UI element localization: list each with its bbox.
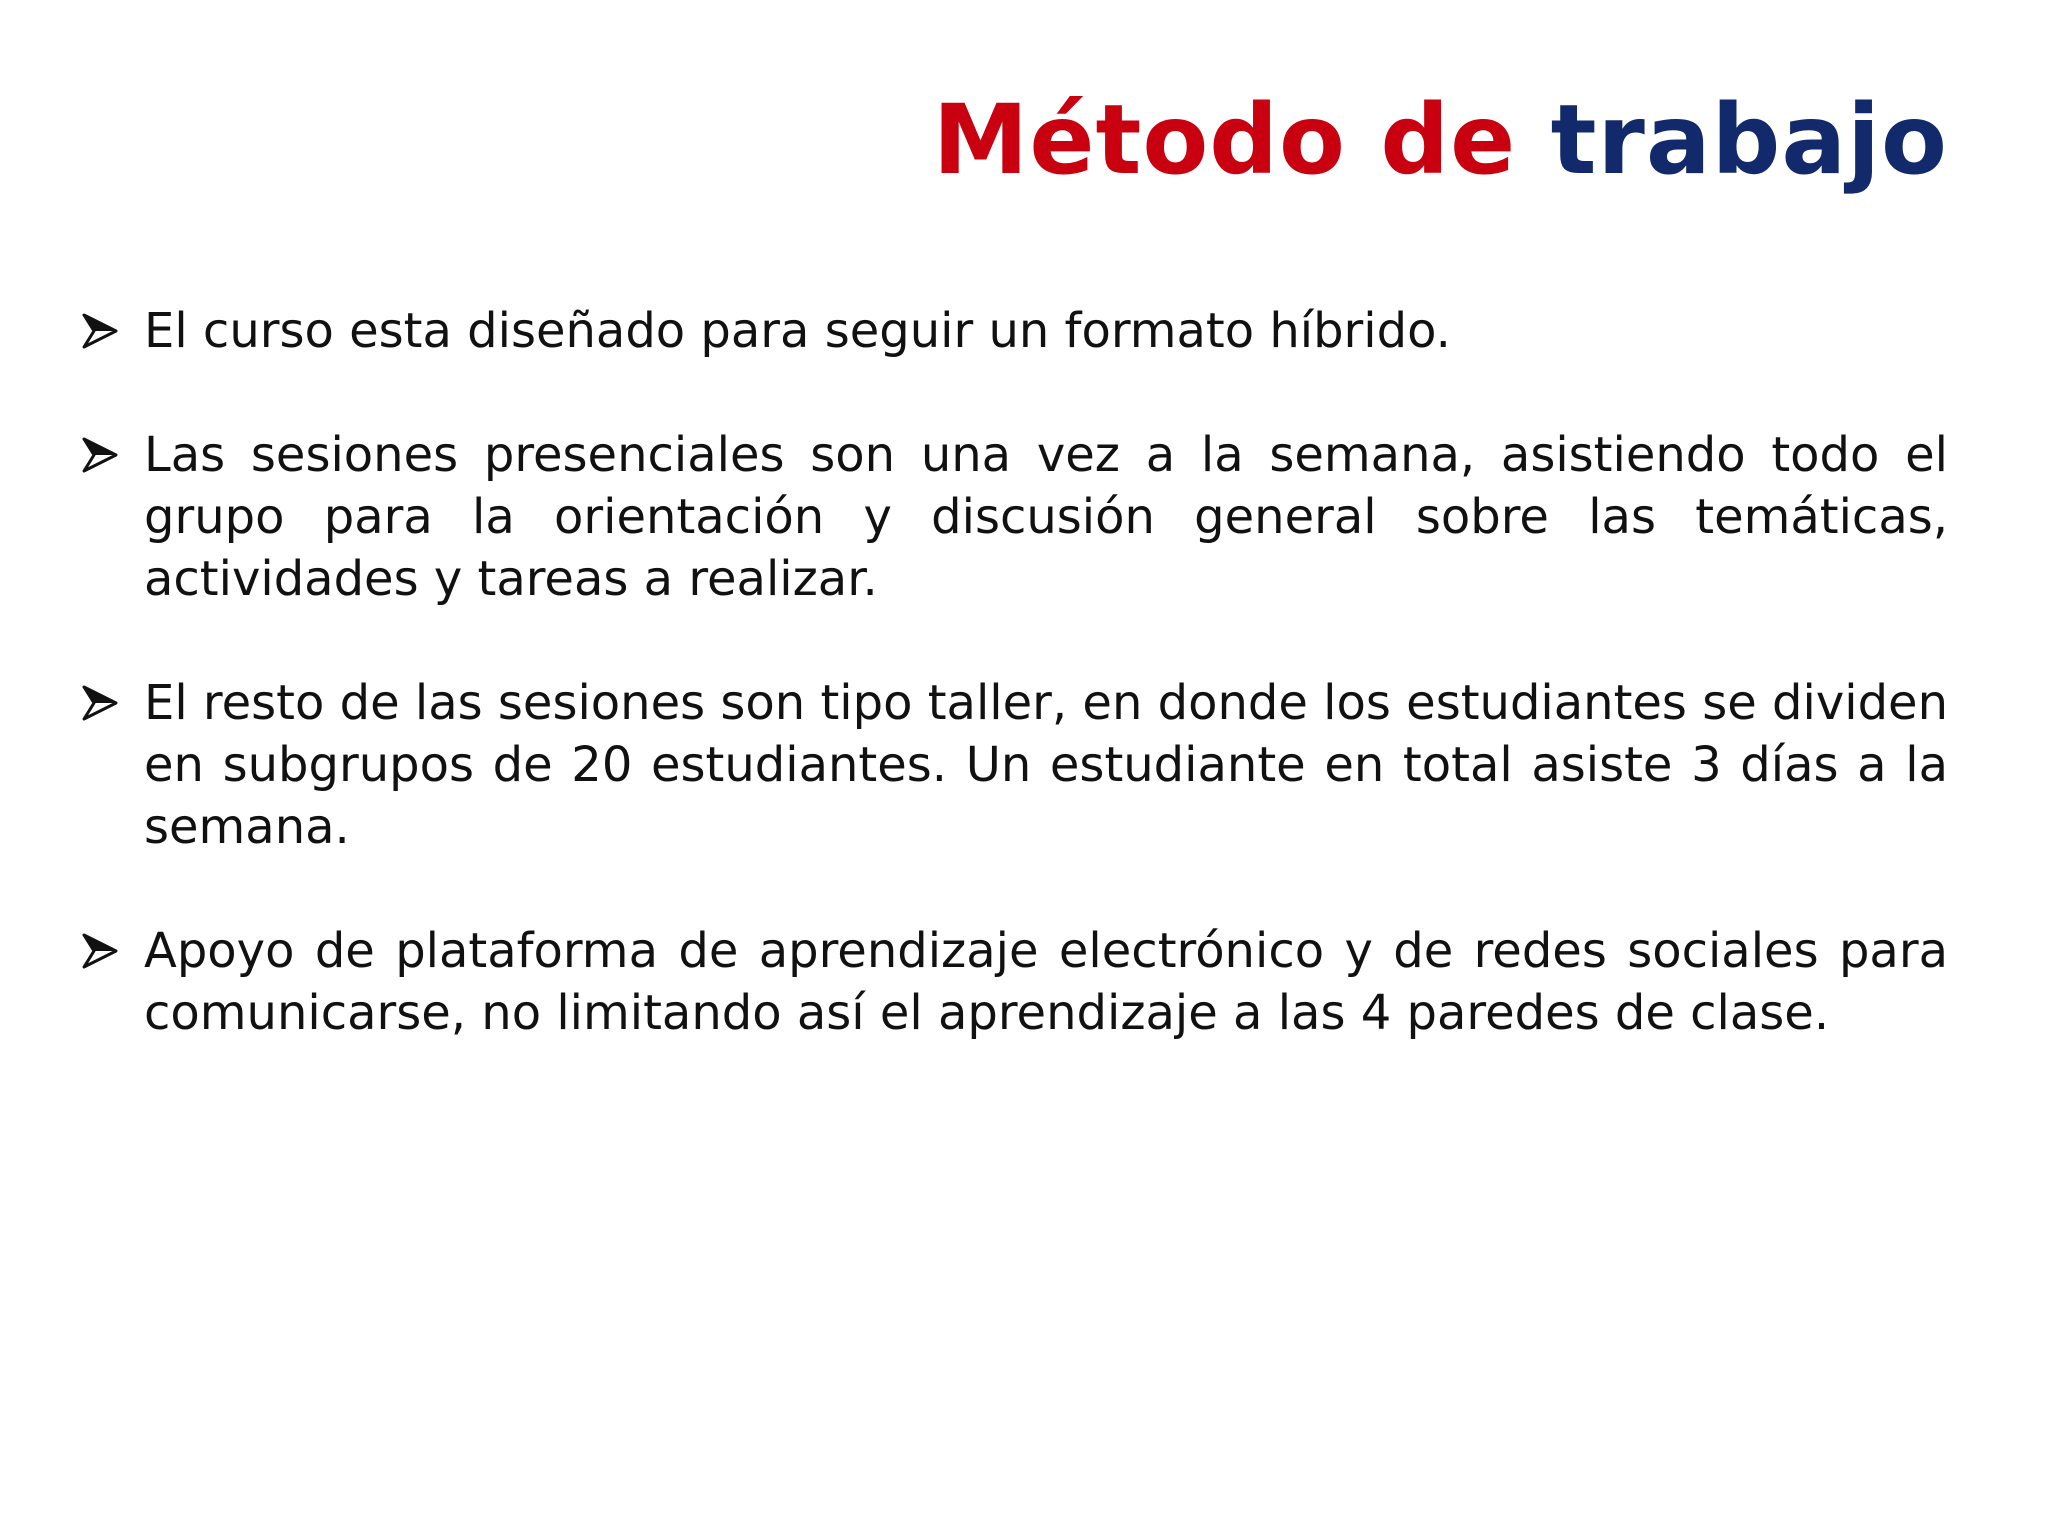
title-word-blue: trabajo	[1550, 84, 1948, 196]
bullet-text: Las sesiones presenciales son una vez a la semana, asistiendo todo el grupo para la orientación y discusión general sobre las temáticas, actividades y tareas a realizar.	[144, 427, 1948, 607]
arrowhead-bullet-icon	[80, 424, 128, 486]
title-word-red: Método de	[932, 84, 1517, 196]
bullet-item	[80, 300, 1948, 362]
bullet-item	[80, 920, 1948, 1044]
arrowhead-bullet-icon	[80, 672, 128, 734]
bullet-text: El resto de las sesiones son tipo taller, en donde los estudiantes se dividen en subgrupos de 20 estudiantes. Un estudiante en total asiste 3 días a la semana.	[144, 675, 1948, 855]
bullet-text: El curso esta diseñado para seguir un formato híbrido.	[144, 303, 1451, 359]
arrowhead-bullet-icon	[80, 300, 128, 362]
slide-title	[932, 84, 1948, 196]
bullet-text: Apoyo de plataforma de aprendizaje electrónico y de redes sociales para comunicarse, no limitando así el aprendizaje a las 4 paredes de clase.	[144, 923, 1948, 1041]
bullet-list	[80, 300, 1948, 1106]
bullet-item	[80, 672, 1948, 858]
bullet-item	[80, 424, 1948, 610]
arrowhead-bullet-icon	[80, 920, 128, 982]
